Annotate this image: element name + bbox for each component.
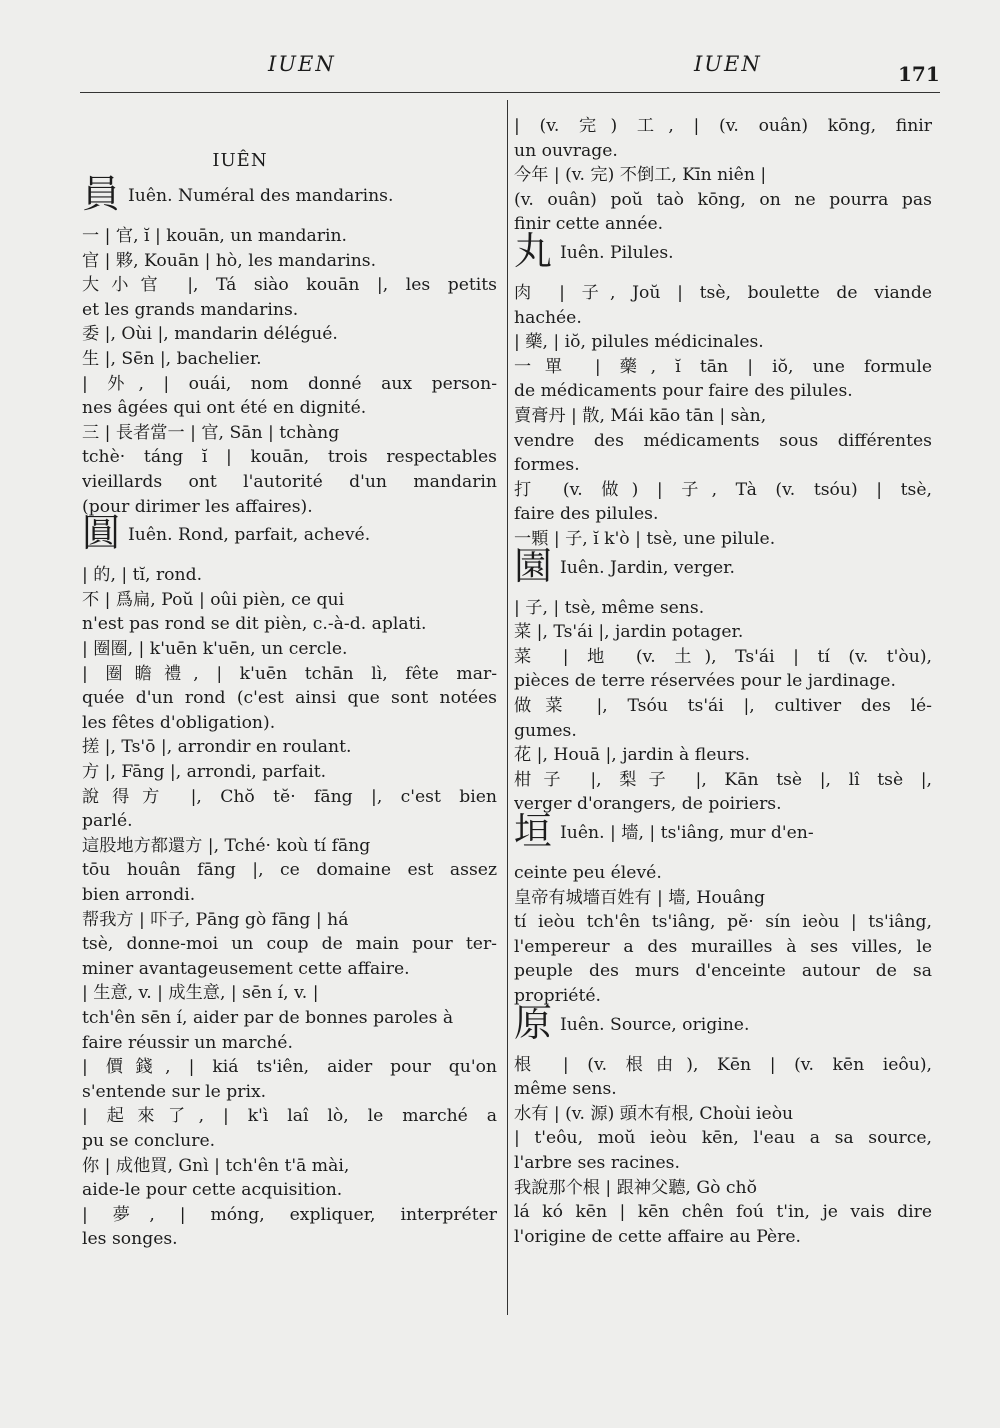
right-entry-line: 我說那个根 | 跟神父聽, Gò chŏ xyxy=(514,1177,757,1198)
right-entry-line: l'arbre ses racines. xyxy=(514,1153,680,1173)
right-entry-line: lá kó kēn | kēn chên foú t'in, je vais dire xyxy=(514,1202,932,1223)
left-entry-line: 大小官 |, Tá siào kouān |, les petits xyxy=(82,275,497,296)
left-entry-line: les songes. xyxy=(82,1229,178,1250)
left-entry-line: faire réussir un marché. xyxy=(82,1032,293,1053)
head-character: 圓 xyxy=(82,511,121,556)
right-entry-line: hachée. xyxy=(514,307,582,328)
left-entry-line: s'entende sur le prix. xyxy=(82,1081,267,1102)
left-entry-line: parlé. xyxy=(82,811,133,832)
right-entry-line: 花 |, Houā |, jardin à fleurs. xyxy=(514,745,750,766)
right-entry-line: 賣膏丹 | 散, Mái kāo tān | sàn, xyxy=(514,406,767,426)
right-entry-line: peuple des murs d'enceinte autour de sa xyxy=(514,961,932,982)
right-entry-line: pièces de terre réservées pour le jardinage. xyxy=(514,671,896,692)
right-entry-line: faire des pilules. xyxy=(514,504,659,525)
left-entry-line: | 起來了, | k'ì laî lò, le marché a xyxy=(82,1106,497,1127)
left-entry-line: aide-le pour cette acquisition. xyxy=(82,1180,343,1201)
head-definition: Iuên. Numéral des mandarins. xyxy=(128,186,394,206)
left-entry-line: 官 | 夥, Kouān | hò, les mandarins. xyxy=(82,250,377,271)
right-entry-line: de médicaments pour faire des pilules. xyxy=(514,381,853,402)
left-entry-line: | 生意, v. | 成生意, | sēn í, v. | xyxy=(82,983,319,1004)
column-divider xyxy=(507,100,508,1315)
right-entry-line: gumes. xyxy=(514,720,577,741)
head-definition: Iuên. Jardin, verger. xyxy=(560,557,735,578)
section-title: IUÊN xyxy=(212,150,268,171)
left-entry-line xyxy=(82,172,497,216)
left-entry-line: et les grands mandarins. xyxy=(82,299,299,320)
head-definition: Iuên. | 墻, | ts'iâng, mur d'en- xyxy=(560,823,814,843)
left-entry-line: 你 | 成他買, Gnì | tch'ên t'ā mài, xyxy=(82,1155,350,1176)
right-entry-line: 根 | (v. 根由), Kēn | (v. kēn ieôu), xyxy=(514,1054,932,1075)
left-entry-line: 方 |, Fāng |, arrondi, parfait. xyxy=(82,762,327,782)
left-entry-line: 說得方 |, Chŏ tĕ· fāng |, c'est bien xyxy=(82,786,497,807)
right-entry-line: 柑子 |, 梨子 |, Kān tsè |, lî tsè |, xyxy=(514,769,932,790)
right-entry-line: 一顆 | 子, ĭ k'ò | tsè, une pilule. xyxy=(514,529,776,549)
right-entry-line: 做菜 |, Tsóu ts'ái |, cultiver des lé- xyxy=(514,696,932,716)
head-character: 員 xyxy=(82,172,121,216)
left-entry-line: 這股地方都還方 |, Tché· koù tí fāng xyxy=(82,835,371,856)
right-entry-line xyxy=(514,1001,932,1045)
right-entry-line: vendre des médicaments sous différentes xyxy=(514,430,932,451)
head-character: 園 xyxy=(514,543,553,588)
head-character: 原 xyxy=(514,1000,553,1045)
left-entry-line: tsè, donne-moi un coup de main pour ter- xyxy=(82,934,497,955)
right-entry-line: | 子, | tsè, même sens. xyxy=(514,597,705,618)
page-number: 171 xyxy=(898,62,940,86)
left-entry-line: 委 |, Oùi |, mandarin délégué. xyxy=(82,324,338,345)
right-entry-line: tí ieòu tch'ên ts'iâng, pĕ· sín ieòu | ts'iâng, xyxy=(514,912,932,933)
head-character: 丸 xyxy=(514,229,553,273)
left-entry-line: tch'ên sēn í, aider par de bonnes paroles à xyxy=(82,1008,454,1028)
left-entry-line: 帮我方 | 吓子, Pāng gò fāng | há xyxy=(82,909,349,930)
right-entry-line: 肉 | 子, Joŭ | tsè, boulette de viande xyxy=(514,283,932,303)
right-entry-line: 菜 | 地 (v. 土), Ts'ái | tí (v. t'òu), xyxy=(514,646,932,667)
right-entry-line: verger d'orangers, de poiriers. xyxy=(514,794,782,815)
header-rule xyxy=(80,92,940,93)
head-definition: Iuên. Pilules. xyxy=(560,243,674,263)
right-entry-line: 今年 | (v. 完) 不倒工, Kīn niên | xyxy=(514,165,767,186)
left-entry-line: nes âgées qui ont été en dignité. xyxy=(82,398,367,419)
left-entry-line: tōu houân fāng |, ce domaine est assez xyxy=(82,860,497,881)
left-entry-line: | 圈瞻禮, | k'uēn tchān lì, fête mar- xyxy=(82,663,497,684)
head-definition: Iuên. Rond, parfait, achevé. xyxy=(128,525,371,546)
right-entry-line xyxy=(514,544,932,588)
left-entry-line: | 價錢, | kiá ts'iên, aider pour qu'on xyxy=(82,1057,497,1078)
head-definition: Iuên. Source, origine. xyxy=(560,1014,750,1035)
left-entry-line: | 夢, | móng, expliquer, interpréter xyxy=(82,1204,497,1225)
left-entry-line: miner avantageusement cette affaire. xyxy=(82,958,410,979)
left-entry-line: | 的, | tĭ, rond. xyxy=(82,565,203,586)
left-entry-line: 三 | 長者當一 | 官, Sān | tchàng xyxy=(82,422,340,443)
right-entry-line: 打 (v. 做) | 子, Tà (v. tsóu) | tsè, xyxy=(514,479,932,500)
right-entry-line: même sens. xyxy=(514,1079,617,1100)
right-entry-line: (v. ouân) poŭ taò kōng, on ne pourra pas xyxy=(514,189,932,210)
left-entry-line: tchè· táng ĭ | kouān, trois respectables xyxy=(82,447,497,468)
right-entry-line: | t'eôu, moŭ ieòu kēn, l'eau a sa source, xyxy=(514,1128,932,1149)
left-entry-line: 一 | 官, ĭ | kouān, un mandarin. xyxy=(82,226,348,246)
left-entry-line: (pour dirimer les affaires). xyxy=(82,496,313,517)
head-character: 垣 xyxy=(514,809,553,853)
right-entry-line: propriété. xyxy=(514,986,601,1006)
right-entry-line: finir cette année. xyxy=(514,214,664,235)
right-entry-line: | (v. 完) 工, | (v. ouân) kōng, finir xyxy=(514,116,932,136)
left-entry-line: quée d'un rond (c'est ainsi que sont notées xyxy=(82,688,497,709)
running-head-right: IUEN xyxy=(694,52,762,76)
right-entry-line: formes. xyxy=(514,455,580,476)
running-head-left: IUEN xyxy=(268,52,336,76)
left-entry-line: | 圈圈, | k'uēn k'uēn, un cercle. xyxy=(82,639,348,659)
left-entry-line: les fêtes d'obligation). xyxy=(82,712,276,733)
left-entry-line: 搓 |, Ts'ō |, arrondir en roulant. xyxy=(82,737,352,758)
left-entry-line: n'est pas rond se dit pièn, c.-à-d. aplati. xyxy=(82,614,427,635)
right-entry-line: l'empereur a des murailles à ses villes, le xyxy=(514,936,932,957)
left-entry-line: bien arrondi. xyxy=(82,885,196,905)
right-entry-line xyxy=(514,229,932,273)
left-entry-line: vieillards ont l'autorité d'un mandarin xyxy=(82,472,497,492)
right-entry-line: 水有 | (v. 源) 頭木有根, Choùi ieòu xyxy=(514,1103,794,1124)
right-entry-line: l'origine de cette affaire au Père. xyxy=(514,1226,802,1247)
left-entry-line: 生 |, Sēn |, bachelier. xyxy=(82,349,262,369)
left-entry-line: pu se conclure. xyxy=(82,1131,216,1151)
left-entry-line xyxy=(82,511,497,555)
left-entry-line: 不 | 爲扁, Poŭ | oûi pièn, ce qui xyxy=(82,589,345,610)
right-entry-line: ceinte peu élevé. xyxy=(514,863,662,883)
right-entry-line: 菜 |, Ts'ái |, jardin potager. xyxy=(514,622,744,643)
right-entry-line xyxy=(514,809,932,853)
right-entry-line: 皇帝有城墻百姓有 | 墻, Houâng xyxy=(514,887,766,908)
right-entry-line: | 藥, | iŏ, pilules médicinales. xyxy=(514,332,764,353)
right-entry-line: 一單 | 藥, ĭ tān | iŏ, une formule xyxy=(514,356,932,377)
left-entry-line: | 外, | ouái, nom donné aux person- xyxy=(82,373,497,394)
right-entry-line: un ouvrage. xyxy=(514,140,618,161)
